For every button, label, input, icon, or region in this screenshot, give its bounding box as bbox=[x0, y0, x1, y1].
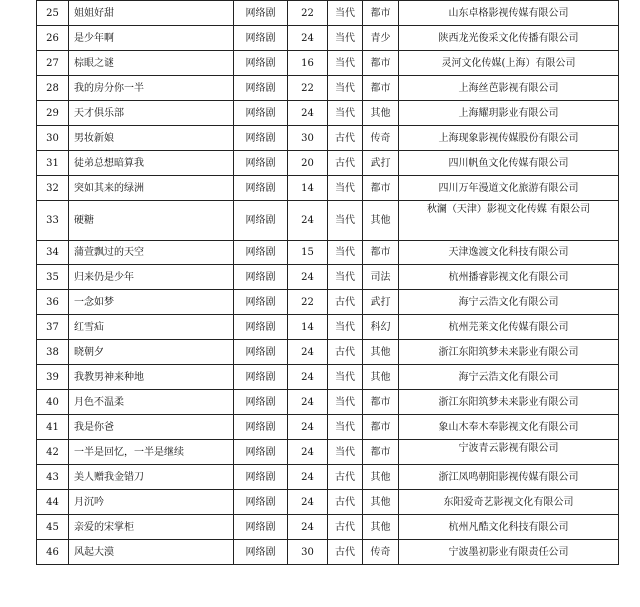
production-company: 山东卓格影视传媒有限公司 bbox=[399, 1, 619, 26]
drama-type: 网络剧 bbox=[234, 365, 288, 390]
row-number: 39 bbox=[37, 365, 69, 390]
table-row bbox=[37, 151, 619, 176]
production-company: 宁波墨初影业有限责任公司 bbox=[399, 540, 619, 565]
drama-title: 红雪疝 bbox=[69, 315, 234, 340]
drama-title: 天才俱乐部 bbox=[69, 101, 234, 126]
episode-count: 30 bbox=[288, 126, 328, 151]
table-row bbox=[37, 101, 619, 126]
table-row bbox=[37, 315, 619, 340]
row-number: 42 bbox=[37, 440, 69, 465]
production-company: 宁波青云影视有限公司 bbox=[399, 440, 619, 465]
drama-era: 当代 bbox=[328, 1, 363, 26]
table-row bbox=[37, 390, 619, 415]
drama-era: 古代 bbox=[328, 340, 363, 365]
drama-genre: 其他 bbox=[363, 365, 399, 390]
drama-type: 网络剧 bbox=[234, 176, 288, 201]
drama-title: 风起大漠 bbox=[69, 540, 234, 565]
drama-era: 古代 bbox=[328, 290, 363, 315]
episode-count: 24 bbox=[288, 101, 328, 126]
drama-era: 当代 bbox=[328, 76, 363, 101]
drama-type: 网络剧 bbox=[234, 265, 288, 290]
table-row bbox=[37, 26, 619, 51]
drama-era: 当代 bbox=[328, 26, 363, 51]
drama-genre: 都市 bbox=[363, 440, 399, 465]
episode-count: 22 bbox=[288, 1, 328, 26]
production-company: 四川帆鱼文化传媒有限公司 bbox=[399, 151, 619, 176]
drama-title: 归来仍是少年 bbox=[69, 265, 234, 290]
drama-era: 古代 bbox=[328, 540, 363, 565]
production-company: 灵河文化传媒(上海）有限公司 bbox=[399, 51, 619, 76]
drama-type: 网络剧 bbox=[234, 540, 288, 565]
episode-count: 20 bbox=[288, 151, 328, 176]
row-number: 29 bbox=[37, 101, 69, 126]
drama-genre: 都市 bbox=[363, 390, 399, 415]
drama-type: 网络剧 bbox=[234, 76, 288, 101]
drama-title: 晓朝夕 bbox=[69, 340, 234, 365]
drama-era: 当代 bbox=[328, 390, 363, 415]
drama-title: 美人赠我金错刀 bbox=[69, 465, 234, 490]
row-number: 41 bbox=[37, 415, 69, 440]
drama-era: 古代 bbox=[328, 515, 363, 540]
drama-genre: 都市 bbox=[363, 415, 399, 440]
episode-count: 24 bbox=[288, 265, 328, 290]
row-number: 35 bbox=[37, 265, 69, 290]
row-number: 38 bbox=[37, 340, 69, 365]
drama-title: 亲爱的宋掌柜 bbox=[69, 515, 234, 540]
production-company: 海宁云浩文化有限公司 bbox=[399, 290, 619, 315]
table-row bbox=[37, 515, 619, 540]
drama-era: 古代 bbox=[328, 151, 363, 176]
drama-type: 网络剧 bbox=[234, 1, 288, 26]
drama-title: 姐姐好甜 bbox=[69, 1, 234, 26]
drama-era: 当代 bbox=[328, 265, 363, 290]
drama-genre: 都市 bbox=[363, 1, 399, 26]
table-row bbox=[37, 340, 619, 365]
row-number: 34 bbox=[37, 241, 69, 265]
table-row bbox=[37, 201, 619, 241]
episode-count: 24 bbox=[288, 201, 328, 241]
row-number: 31 bbox=[37, 151, 69, 176]
table-row bbox=[37, 465, 619, 490]
drama-title: 突如其来的绿洲 bbox=[69, 176, 234, 201]
drama-type: 网络剧 bbox=[234, 340, 288, 365]
drama-title: 我是你爸 bbox=[69, 415, 234, 440]
table-row bbox=[37, 126, 619, 151]
drama-type: 网络剧 bbox=[234, 515, 288, 540]
drama-title: 硬糖 bbox=[69, 201, 234, 241]
production-company: 杭州凡酷文化科技有限公司 bbox=[399, 515, 619, 540]
drama-era: 古代 bbox=[328, 126, 363, 151]
drama-era: 当代 bbox=[328, 101, 363, 126]
table-row bbox=[37, 540, 619, 565]
drama-title: 我教男神来种地 bbox=[69, 365, 234, 390]
table-row bbox=[37, 51, 619, 76]
drama-genre: 都市 bbox=[363, 51, 399, 76]
episode-count: 24 bbox=[288, 515, 328, 540]
drama-era: 当代 bbox=[328, 315, 363, 340]
table-row bbox=[37, 415, 619, 440]
drama-era: 当代 bbox=[328, 365, 363, 390]
drama-title: 我的房分你一半 bbox=[69, 76, 234, 101]
drama-genre: 其他 bbox=[363, 101, 399, 126]
drama-type: 网络剧 bbox=[234, 315, 288, 340]
drama-type: 网络剧 bbox=[234, 465, 288, 490]
drama-era: 当代 bbox=[328, 51, 363, 76]
row-number: 27 bbox=[37, 51, 69, 76]
drama-era: 古代 bbox=[328, 465, 363, 490]
drama-type: 网络剧 bbox=[234, 490, 288, 515]
production-company: 海宁云浩文化有限公司 bbox=[399, 365, 619, 390]
drama-genre: 都市 bbox=[363, 241, 399, 265]
episode-count: 14 bbox=[288, 315, 328, 340]
drama-genre: 其他 bbox=[363, 490, 399, 515]
drama-genre: 其他 bbox=[363, 515, 399, 540]
production-company: 上海丝芭影视有限公司 bbox=[399, 76, 619, 101]
production-company: 四川万年漫道文化旅游有限公司 bbox=[399, 176, 619, 201]
row-number: 28 bbox=[37, 76, 69, 101]
drama-type: 网络剧 bbox=[234, 151, 288, 176]
row-number: 40 bbox=[37, 390, 69, 415]
drama-title: 是少年啊 bbox=[69, 26, 234, 51]
drama-genre: 青少 bbox=[363, 26, 399, 51]
drama-era: 当代 bbox=[328, 415, 363, 440]
table-row bbox=[37, 265, 619, 290]
drama-genre: 武打 bbox=[363, 290, 399, 315]
production-company: 浙江东阳筑梦未来影业有限公司 bbox=[399, 390, 619, 415]
drama-genre: 都市 bbox=[363, 176, 399, 201]
episode-count: 24 bbox=[288, 390, 328, 415]
table-row bbox=[37, 76, 619, 101]
table-row bbox=[37, 290, 619, 315]
row-number: 30 bbox=[37, 126, 69, 151]
drama-title: 棕眼之谜 bbox=[69, 51, 234, 76]
production-company: 象山木奉木奉影视文化有限公司 bbox=[399, 415, 619, 440]
drama-era: 古代 bbox=[328, 490, 363, 515]
production-company: 秋澜（天津）影视文化传媒 有限公司 bbox=[399, 201, 619, 241]
drama-title: 月色不温柔 bbox=[69, 390, 234, 415]
table-row bbox=[37, 490, 619, 515]
episode-count: 24 bbox=[288, 26, 328, 51]
row-number: 44 bbox=[37, 490, 69, 515]
drama-genre: 传奇 bbox=[363, 540, 399, 565]
episode-count: 14 bbox=[288, 176, 328, 201]
episode-count: 24 bbox=[288, 490, 328, 515]
drama-era: 当代 bbox=[328, 440, 363, 465]
episode-count: 16 bbox=[288, 51, 328, 76]
drama-type: 网络剧 bbox=[234, 101, 288, 126]
table-row bbox=[37, 440, 619, 465]
drama-title: 一半是回忆，一半是继续 bbox=[69, 440, 234, 465]
row-number: 26 bbox=[37, 26, 69, 51]
drama-genre: 武打 bbox=[363, 151, 399, 176]
episode-count: 24 bbox=[288, 365, 328, 390]
row-number: 32 bbox=[37, 176, 69, 201]
episode-count: 24 bbox=[288, 465, 328, 490]
drama-era: 当代 bbox=[328, 201, 363, 241]
episode-count: 22 bbox=[288, 290, 328, 315]
production-company: 上海耀玥影业有限公司 bbox=[399, 101, 619, 126]
drama-genre: 司法 bbox=[363, 265, 399, 290]
drama-genre: 其他 bbox=[363, 340, 399, 365]
production-company: 上海现象影视传媒股份有限公司 bbox=[399, 126, 619, 151]
episode-count: 24 bbox=[288, 440, 328, 465]
drama-type: 网络剧 bbox=[234, 201, 288, 241]
table-row bbox=[37, 1, 619, 26]
table bbox=[36, 0, 619, 565]
episode-count: 22 bbox=[288, 76, 328, 101]
drama-title: 月沉吟 bbox=[69, 490, 234, 515]
drama-genre: 其他 bbox=[363, 465, 399, 490]
drama-type: 网络剧 bbox=[234, 290, 288, 315]
row-number: 36 bbox=[37, 290, 69, 315]
drama-type: 网络剧 bbox=[234, 126, 288, 151]
table-row bbox=[37, 365, 619, 390]
drama-type: 网络剧 bbox=[234, 440, 288, 465]
drama-type: 网络剧 bbox=[234, 241, 288, 265]
drama-type: 网络剧 bbox=[234, 390, 288, 415]
drama-era: 当代 bbox=[328, 176, 363, 201]
row-number: 45 bbox=[37, 515, 69, 540]
drama-type: 网络剧 bbox=[234, 51, 288, 76]
drama-title: 蒲萱飘过的天空 bbox=[69, 241, 234, 265]
production-company: 杭州播睿影视文化有限公司 bbox=[399, 265, 619, 290]
drama-genre: 科幻 bbox=[363, 315, 399, 340]
row-number: 37 bbox=[37, 315, 69, 340]
row-number: 33 bbox=[37, 201, 69, 241]
table-row bbox=[37, 176, 619, 201]
episode-count: 15 bbox=[288, 241, 328, 265]
row-number: 25 bbox=[37, 1, 69, 26]
drama-registration-table bbox=[36, 0, 618, 565]
drama-era: 当代 bbox=[328, 241, 363, 265]
production-company: 杭州芫莱文化传媒有限公司 bbox=[399, 315, 619, 340]
production-company: 天津逸渡文化科技有限公司 bbox=[399, 241, 619, 265]
drama-title: 一念如梦 bbox=[69, 290, 234, 315]
drama-type: 网络剧 bbox=[234, 415, 288, 440]
drama-genre: 都市 bbox=[363, 76, 399, 101]
production-company: 浙江凤鸣朝阳影视传媒有限公司 bbox=[399, 465, 619, 490]
production-company: 陕西龙光俊采文化传播有限公司 bbox=[399, 26, 619, 51]
table-row bbox=[37, 241, 619, 265]
row-number: 43 bbox=[37, 465, 69, 490]
drama-title: 男妆新娘 bbox=[69, 126, 234, 151]
episode-count: 24 bbox=[288, 415, 328, 440]
drama-genre: 传奇 bbox=[363, 126, 399, 151]
drama-type: 网络剧 bbox=[234, 26, 288, 51]
episode-count: 24 bbox=[288, 340, 328, 365]
production-company: 浙江东阳筑梦未来影业有限公司 bbox=[399, 340, 619, 365]
row-number: 46 bbox=[37, 540, 69, 565]
drama-title: 徒弟总想暗算我 bbox=[69, 151, 234, 176]
episode-count: 30 bbox=[288, 540, 328, 565]
drama-genre: 其他 bbox=[363, 201, 399, 241]
production-company: 东阳爱奇艺影视文化有限公司 bbox=[399, 490, 619, 515]
table-body bbox=[37, 1, 619, 565]
